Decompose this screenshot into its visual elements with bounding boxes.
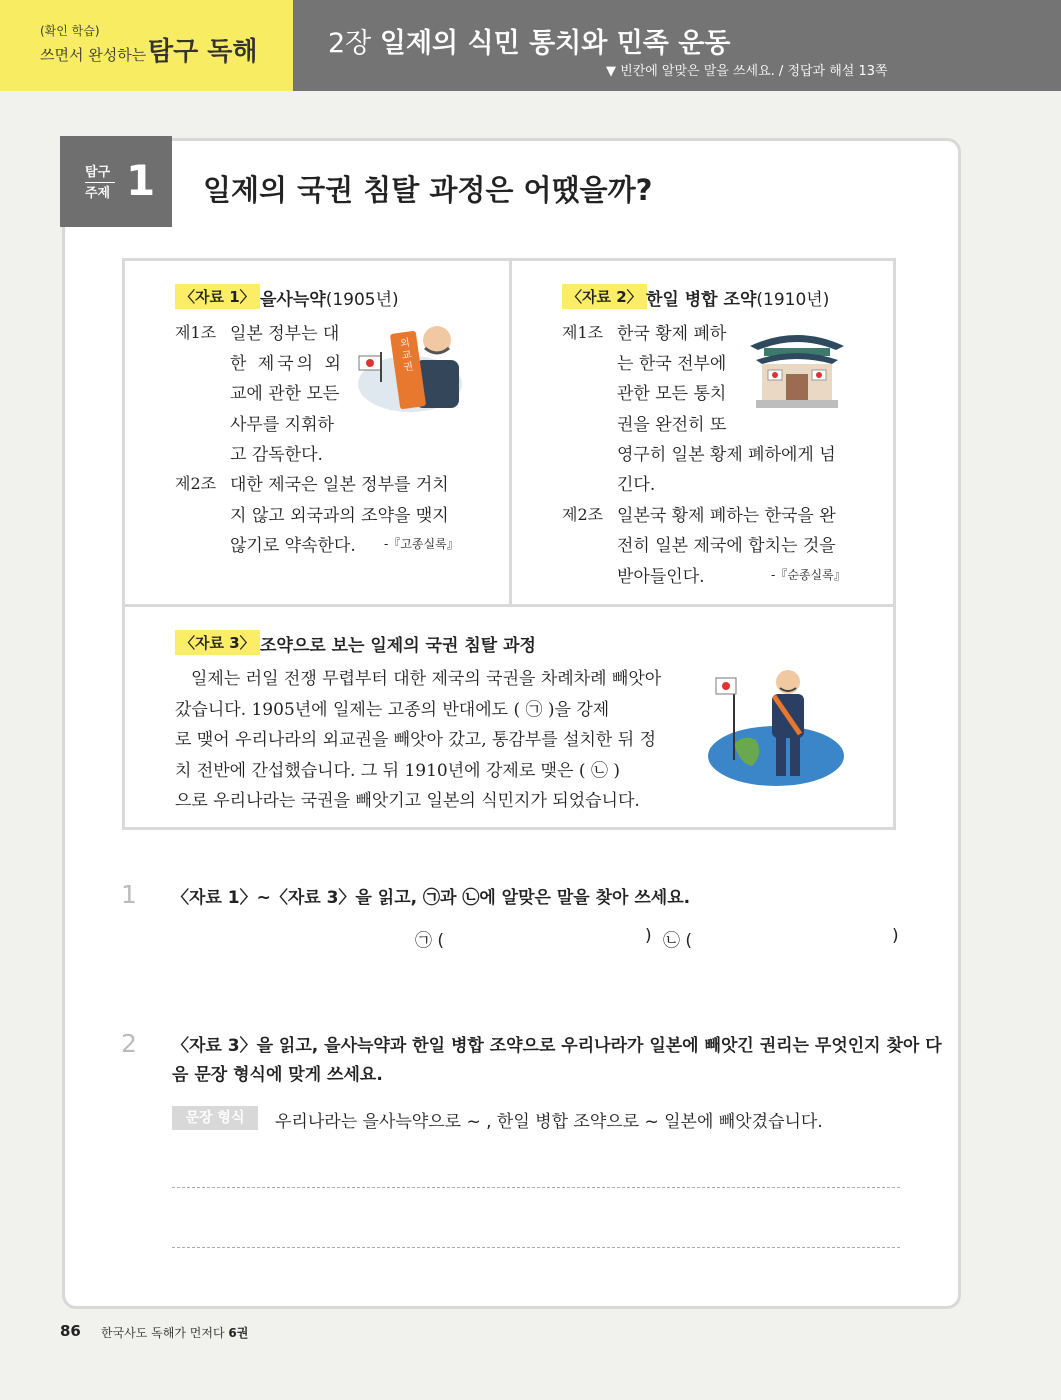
chapter-prefix: 2장 [328,28,372,59]
source1-art1-label: 제1조 [175,323,217,342]
book-name: 한국사도 독해가 먼저다 [101,1326,225,1340]
source1-title [260,285,399,310]
source3-line: 일제는 러일 전쟁 무렵부터 대한 제국의 국권을 차례차례 빼앗아 [191,669,662,689]
header-small-label: (확인 학습) [40,24,100,38]
blank2-open: ㉡ ( [663,931,693,951]
source2-title-text: 한일 병합 조약 [646,290,757,310]
source2-art1-line: 영구히 일본 황제 폐하에게 넘 [617,445,836,465]
official-document-text: 외교권 [399,337,415,374]
source1-art2-line: 지 않고 외국과의 조약을 맺지 [230,506,449,526]
source3-line: 로 맺어 우리나라의 외교권을 빼앗아 갔고, 통감부를 설치한 뒤 정 [175,730,657,750]
source1-year: (1905년) [325,290,399,310]
source2-art2-label: 제2조 [562,505,604,524]
blank1-open: ㉠ ( [415,931,445,951]
blank1-answer-field[interactable] [445,922,641,950]
source1-art1-line: 교에 관한 모든 [230,384,340,404]
source3-title: 조약으로 보는 일제의 국권 침탈 과정 [260,636,536,656]
answer-line[interactable] [172,1187,900,1188]
source2-art1-line: 긴다. [617,475,656,495]
badge-divider [85,182,115,183]
header-note: ▼ 빈칸에 알맞은 말을 쓰세요. / 정답과 해설 13쪽 [606,64,888,79]
question2-number: 2 [121,1029,137,1058]
blank2-close: ) [892,926,899,946]
source2-art1-line: 한국 황제 폐하 [617,324,727,344]
page-number: 86 [60,1322,81,1340]
source1-art1-line: 고 감독한다. [230,445,323,465]
source2-art1-line: 권을 완전히 또 [617,415,727,435]
sentence-form-label: 문장 형식 [172,1106,258,1130]
source1-art1-line: 한 제국의 외 [230,354,344,374]
header-sub-label: 쓰면서 완성하는 [40,46,147,64]
source2-art1-line: 는 한국 전부에 [617,354,727,374]
chapter-header [293,0,1061,91]
source1-art2-label: 제2조 [175,474,217,493]
source2-citation: -『순종실록』 [771,568,846,582]
book-volume: 6권 [228,1326,249,1340]
sentence-form-text: 우리나라는 을사늑약으로 ~ , 한일 병합 조약으로 ~ 일본에 빼앗겼습니다. [275,1112,823,1132]
source1-art1-line: 일본 정부는 대 [230,324,340,344]
source2-art1-line: 관한 모든 통치 [617,384,727,404]
divider-horizontal [122,604,896,607]
palace-illustration [748,318,846,410]
chapter-title [328,21,730,60]
source1-art2-line: 대한 제국은 일본 정부를 거치 [230,475,449,495]
source1-title-text: 을사늑약 [260,290,326,310]
source1-art1-line: 사무를 지휘하 [230,415,334,435]
header-label-block [0,0,293,91]
question2-text-line2: 음 문장 형식에 맞게 쓰세요. [172,1065,383,1085]
source2-year: (1910년) [756,290,830,310]
header-big-label: 탐구 독해 [148,37,258,67]
chapter-name: 일제의 식민 통치와 민족 운동 [379,28,731,59]
blank2-answer-field[interactable] [693,922,889,950]
topic-title: 일제의 국권 침탈 과정은 어땠을까? [203,173,653,207]
topic-badge [60,136,172,227]
source2-art2-line: 일본국 황제 폐하는 한국을 완 [617,506,836,526]
source3-line: 갔습니다. 1905년에 일제는 고종의 반대에도 ( ㉠ )을 강제 [175,700,610,720]
book-title [101,1324,248,1341]
blank1-close: ) [645,926,652,946]
answer-line[interactable] [172,1247,900,1248]
source1-art2-line: 않기로 약속한다. [230,536,356,556]
source2-art2-line: 전히 일본 제국에 합치는 것을 [617,536,836,556]
source2-tag: 〈자료 2〉 [562,284,647,309]
soldier-illustration [704,660,846,792]
divider-vertical [509,258,512,605]
source2-art2-line: 받아들인다. [617,567,705,587]
topic-number: 1 [126,156,156,205]
source3-tag: 〈자료 3〉 [175,630,260,655]
question1-text: 〈자료 1〉~〈자료 3〉을 읽고, ㉠과 ㉡에 알맞은 말을 찾아 쓰세요. [172,888,691,908]
source3-line: 으로 우리나라는 국권을 빼앗기고 일본의 식민지가 되었습니다. [175,791,640,811]
question1-number: 1 [121,880,137,909]
source1-citation: -『고종실록』 [384,537,459,551]
source1-tag: 〈자료 1〉 [175,284,260,309]
badge-line1: 탐구 [85,165,111,180]
source2-art1-label: 제1조 [562,323,604,342]
badge-line2: 주제 [85,186,111,201]
source3-line: 치 전반에 간섭했습니다. 그 뒤 1910년에 강제로 맺은 ( ㉡ ) [175,761,620,781]
source2-title [646,285,829,310]
topic-badge-label [85,164,110,202]
question2-text-line1: 〈자료 3〉을 읽고, 을사늑약과 한일 병합 조약으로 우리나라가 일본에 빼앗긴 권리는 무엇인지 찾아 다 [172,1036,942,1056]
